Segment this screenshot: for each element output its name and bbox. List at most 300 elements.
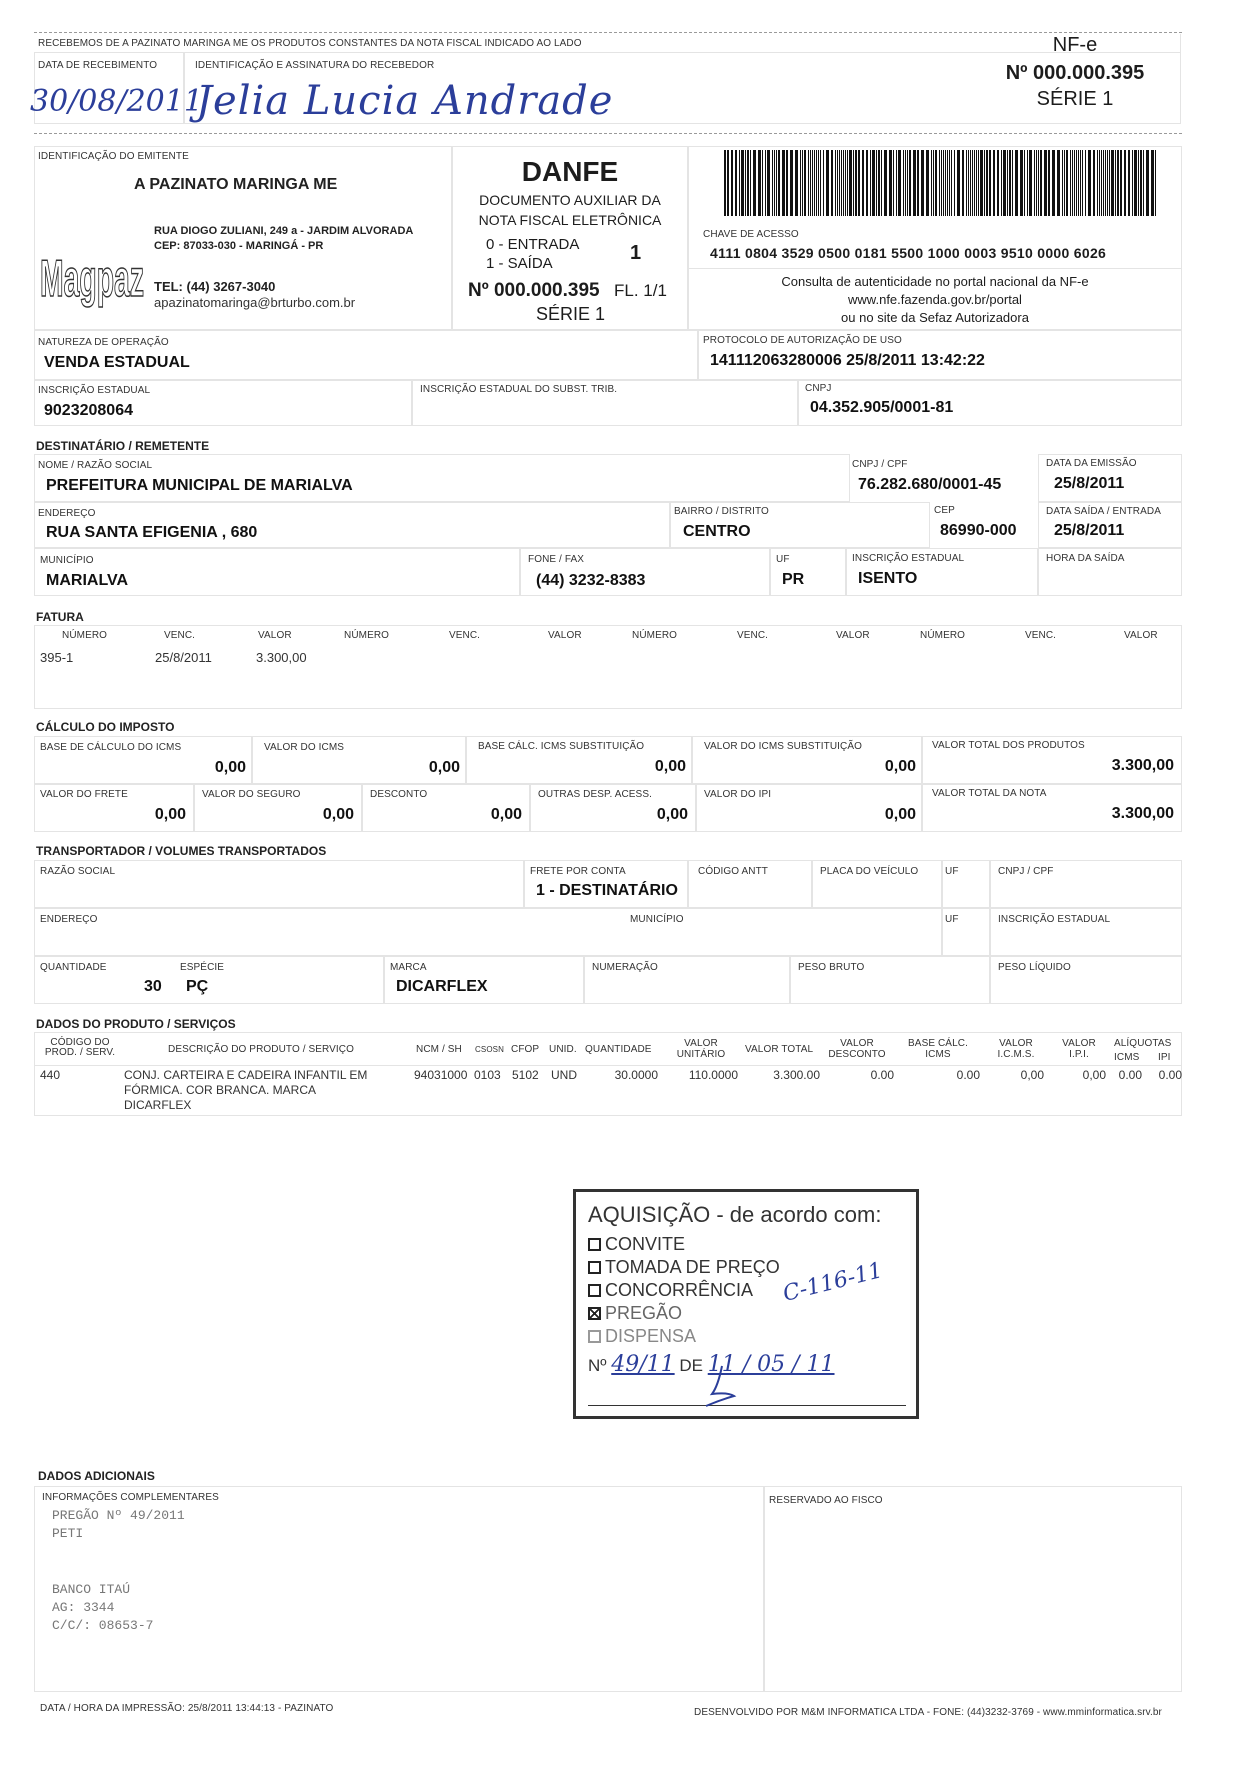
dest-emissao-value: 25/8/2011	[1054, 475, 1125, 492]
barcode-bar	[980, 150, 983, 216]
emitente-tel: TEL: (44) 3267-3040	[154, 279, 276, 294]
barcode-bar	[984, 150, 985, 216]
dest-fone-label: FONE / FAX	[528, 554, 585, 565]
ie-label: INSCRIÇÃO ESTADUAL	[38, 385, 151, 396]
barcode-bar	[1078, 150, 1079, 216]
barcode-bar	[862, 150, 864, 216]
barcode-bar	[957, 150, 960, 216]
barcode-bar	[993, 150, 995, 216]
barcode-bar	[727, 150, 729, 216]
fatura-h-numero-2: NÚMERO	[344, 630, 390, 641]
prod-cfop: 5102	[512, 1068, 539, 1082]
barcode-bar	[1085, 150, 1086, 216]
stamp-de-value: 11 / 05 / 11	[707, 1352, 835, 1377]
barcode-bar	[804, 150, 806, 216]
barcode-bar	[1048, 150, 1050, 216]
barcode-bar	[1027, 150, 1028, 216]
stamp-handwritten-code: C-116-11	[780, 1258, 886, 1307]
barcode-bar	[1134, 150, 1137, 216]
barcode-bar	[1036, 150, 1037, 216]
barcode-bar	[845, 150, 846, 216]
fatura-h-venc-1: VENC.	[164, 630, 196, 641]
barcode-bar	[889, 150, 892, 216]
canhoto-nfe-numero: Nº 000.000.395	[1005, 62, 1145, 84]
barcode-bar	[921, 150, 924, 216]
barcode-bar	[896, 150, 897, 216]
barcode-bar	[907, 150, 908, 216]
fatura-section: FATURA	[36, 610, 84, 624]
barcode-bar	[1076, 150, 1077, 216]
transp-antt-label: CÓDIGO ANTT	[698, 866, 768, 877]
barcode-bar	[1001, 150, 1002, 216]
barcode-bar	[795, 150, 798, 216]
iest-label: INSCRIÇÃO ESTADUAL DO SUBST. TRIB.	[420, 384, 618, 395]
prod-desc-line1: CONJ. CARTEIRA E CADEIRA INFANTIL EM	[124, 1068, 368, 1082]
cut-line-bottom	[34, 133, 1182, 134]
barcode-bar	[903, 150, 904, 216]
emitente-cep: CEP: 87033-030 - MARINGÁ - PR	[154, 240, 324, 252]
dest-nome-label: NOME / RAZÃO SOCIAL	[38, 460, 153, 471]
chave-consulta3: ou no site da Sefaz Autorizadora	[841, 310, 1029, 325]
barcode-bar	[1034, 150, 1035, 216]
barcode-bar	[800, 150, 801, 216]
chave-consulta1: Consulta de autenticidade no portal nacional da NF-e	[781, 274, 1089, 289]
prod-csosn: 0103	[474, 1068, 501, 1082]
barcode-bar	[826, 150, 829, 216]
footer-desenvolvido: DESENVOLVIDO POR M&M INFORMATICA LTDA - FONE: (44)3232-3769 - www.mminformatica.srv.br	[694, 1707, 1162, 1718]
checkbox-concorrencia	[588, 1284, 601, 1297]
barcode-bar	[724, 150, 726, 216]
prod-vdesc: 0.00	[870, 1068, 894, 1082]
dest-cnpj-value: 76.282.680/0001-45	[858, 476, 1002, 493]
barcode-bar	[1109, 150, 1110, 216]
barcode-bar	[814, 150, 815, 216]
barcode-bar	[997, 150, 999, 216]
barcode-bar	[951, 150, 952, 216]
barcode-bar	[1088, 150, 1091, 216]
transp-numeracao-label: NUMERAÇÃO	[592, 962, 658, 973]
fatura-box	[34, 625, 1182, 709]
prod-h-base: BASE CÁLC. ICMS	[908, 1038, 968, 1060]
danfe-saida: 1 - SAÍDA	[486, 255, 553, 272]
barcode-bar	[1120, 150, 1122, 216]
stamp-sign-line	[588, 1405, 906, 1406]
barcode	[724, 150, 1158, 216]
canhoto-nfe-title: NF-e	[1052, 34, 1098, 56]
barcode-bar	[970, 150, 971, 216]
danfe-folha: FL. 1/1	[614, 281, 667, 300]
canhoto-data-label: DATA DE RECEBIMENTO	[38, 60, 158, 71]
transportador-section: TRANSPORTADOR / VOLUMES TRANSPORTADOS	[36, 844, 327, 858]
transp-bruto-label: PESO BRUTO	[798, 962, 865, 973]
dest-fone-value: (44) 3232-8383	[536, 572, 646, 589]
imp-totnota-value: 3.300,00	[1111, 805, 1174, 822]
prod-vipi: 0,00	[1082, 1068, 1106, 1082]
barcode-bar	[1062, 150, 1063, 216]
transp-ie-label: INSCRIÇÃO ESTADUAL	[998, 914, 1111, 925]
dest-endereco-label: ENDEREÇO	[38, 508, 96, 519]
barcode-bar	[954, 150, 955, 216]
imp-desconto-label: DESCONTO	[370, 789, 428, 800]
protocolo-value: 141112063280006 25/8/2011 13:42:22	[710, 352, 985, 369]
barcode-bar	[1115, 150, 1116, 216]
barcode-bar	[1012, 150, 1013, 216]
prod-unid: UND	[551, 1068, 577, 1082]
barcode-bar	[947, 150, 948, 216]
transp-frete-value: 1 - DESTINATÁRIO	[536, 882, 678, 899]
chave-label: CHAVE DE ACESSO	[703, 229, 799, 240]
transp-liquido-label: PESO LÍQUIDO	[998, 962, 1071, 973]
barcode-bar	[926, 150, 929, 216]
transp-qtd-value: 30	[144, 978, 162, 995]
imp-icms-value: 0,00	[428, 759, 460, 776]
info-line-pregao: PREGÃO Nº 49/2011	[52, 1508, 185, 1523]
barcode-bar	[1128, 150, 1130, 216]
barcode-bar	[1029, 150, 1032, 216]
imp-frete-label: VALOR DO FRETE	[40, 789, 128, 800]
barcode-bar	[1072, 150, 1073, 216]
barcode-bar	[753, 150, 756, 216]
cnpj-emit-value: 04.352.905/0001-81	[810, 399, 954, 416]
prod-h-aipi: IPI	[1158, 1052, 1171, 1063]
barcode-bar	[747, 150, 749, 216]
prod-aicms: 0.00	[1118, 1068, 1142, 1082]
protocolo-label: PROTOCOLO DE AUTORIZAÇÃO DE USO	[703, 335, 902, 346]
barcode-bar	[731, 150, 733, 216]
prod-h-desc: DESCRIÇÃO DO PRODUTO / SERVIÇO	[168, 1044, 354, 1055]
barcode-bar	[802, 150, 803, 216]
destinatario-section: DESTINATÁRIO / REMETENTE	[36, 439, 210, 453]
danfe-sub2: NOTA FISCAL ELETRÔNICA	[478, 212, 662, 228]
stamp-no-prefix: Nº	[588, 1356, 607, 1375]
dest-saida-label: DATA SAÍDA / ENTRADA	[1046, 506, 1161, 517]
prod-qtd: 30.0000	[614, 1068, 658, 1082]
natureza-label: NATUREZA DE OPERAÇÃO	[38, 337, 169, 348]
prod-h-codigo: CÓDIGO DO PROD. / SERV.	[44, 1037, 116, 1058]
prod-vunit: 110.0000	[688, 1068, 738, 1082]
barcode-bar	[767, 150, 770, 216]
barcode-bar	[782, 150, 785, 216]
barcode-bar	[881, 150, 882, 216]
barcode-bar	[762, 150, 763, 216]
barcode-bar	[1074, 150, 1075, 216]
barcode-bar	[1044, 150, 1047, 216]
dest-bairro-label: BAIRRO / DISTRITO	[674, 506, 769, 517]
danfe-title: DANFE	[521, 156, 619, 187]
imp-base-label: BASE DE CÁLCULO DO ICMS	[40, 742, 182, 753]
barcode-bar	[786, 150, 788, 216]
prod-h-unid: UNID.	[549, 1044, 577, 1055]
prod-h-vicms: VALOR I.C.M.S.	[997, 1038, 1035, 1060]
adicionais-section: DADOS ADICIONAIS	[38, 1469, 155, 1483]
barcode-bar	[878, 150, 880, 216]
barcode-bar	[913, 150, 916, 216]
barcode-bar	[986, 150, 988, 216]
barcode-bar	[972, 150, 973, 216]
dest-ie-label: INSCRIÇÃO ESTADUAL	[852, 553, 965, 564]
imp-desconto-value: 0,00	[490, 806, 522, 823]
dest-saida-value: 25/8/2011	[1054, 522, 1125, 539]
stamp-opt-concorrencia	[588, 1280, 753, 1301]
svg-text:Magpaz: Magpaz	[40, 250, 144, 308]
barcode-bar	[1007, 150, 1008, 216]
dest-uf-label: UF	[776, 554, 790, 565]
barcode-bar	[909, 150, 911, 216]
barcode-bar	[778, 150, 780, 216]
transp-razao-label: RAZÃO SOCIAL	[40, 866, 116, 877]
barcode-bar	[1105, 150, 1106, 216]
barcode-bar	[1124, 150, 1126, 216]
fatura-venc: 25/8/2011	[155, 650, 212, 665]
barcode-bar	[1009, 150, 1011, 216]
barcode-bar	[812, 150, 813, 216]
natureza-value: VENDA ESTADUAL	[44, 354, 190, 371]
transp-endereco-label: ENDEREÇO	[40, 914, 98, 925]
transp-qtd-label: QUANTIDADE	[40, 962, 107, 973]
stamp-de-label: DE	[679, 1356, 703, 1375]
prod-h-vunit: VALOR UNITÁRIO	[676, 1038, 726, 1060]
dest-endereco-value: RUA SANTA EFIGENIA , 680	[46, 524, 258, 541]
fatura-h-valor-3: VALOR	[836, 630, 870, 641]
barcode-bar	[1020, 150, 1023, 216]
imp-basest-label: BASE CÁLC. ICMS SUBSTITUIÇÃO	[478, 741, 645, 752]
checkbox-tomada	[588, 1261, 601, 1274]
barcode-bar	[1146, 150, 1149, 216]
barcode-bar	[1101, 150, 1102, 216]
barcode-bar	[843, 150, 844, 216]
barcode-bar	[758, 150, 761, 216]
barcode-bar	[1038, 150, 1039, 216]
barcode-bar	[1151, 150, 1154, 216]
fatura-h-numero-1: NÚMERO	[62, 630, 108, 641]
barcode-bar	[1064, 150, 1065, 216]
ie-value: 9023208064	[44, 402, 133, 419]
emitente-nome: A PAZINATO MARINGA ME	[134, 176, 338, 193]
prod-h-ncm: NCM / SH	[416, 1044, 462, 1055]
transp-frete-label: FRETE POR CONTA	[530, 866, 626, 877]
barcode-bar	[974, 150, 975, 216]
barcode-bar	[1093, 150, 1095, 216]
prod-vicms: 0,00	[1020, 1068, 1044, 1082]
barcode-bar	[978, 150, 979, 216]
stamp-opt-concorrencia-label: CONCORRÊNCIA	[605, 1280, 754, 1300]
emitente-label: IDENTIFICAÇÃO DO EMITENTE	[38, 151, 189, 162]
barcode-bar	[790, 150, 793, 216]
barcode-bar	[849, 150, 852, 216]
dest-uf-value: PR	[782, 571, 805, 588]
prod-h-vdesc: VALOR DESCONTO	[828, 1038, 886, 1060]
fatura-h-valor-1: VALOR	[258, 630, 292, 641]
dest-emissao-label: DATA DA EMISSÃO	[1046, 458, 1137, 469]
barcode-bar	[933, 150, 934, 216]
info-line-peti: PETI	[52, 1526, 84, 1541]
fatura-h-numero-3: NÚMERO	[632, 630, 678, 641]
barcode-bar	[847, 150, 848, 216]
aquisicao-stamp	[573, 1189, 919, 1419]
barcode-bar	[858, 150, 860, 216]
barcode-bar	[876, 150, 877, 216]
checkbox-pregao-checked	[588, 1307, 601, 1320]
stamp-no-value: 49/11	[611, 1352, 675, 1377]
prod-h-aliq: ALÍQUOTAS	[1114, 1038, 1172, 1049]
cut-line-top	[34, 32, 1182, 33]
chave-divider	[688, 268, 1182, 269]
barcode-bar	[1003, 150, 1006, 216]
imp-seguro-value: 0,00	[322, 806, 354, 823]
prod-aipi: 0.00	[1158, 1068, 1182, 1082]
barcode-bar	[735, 150, 737, 216]
danfe-tipo: 1	[630, 242, 642, 264]
canhoto-recebemos: RECEBEMOS DE A PAZINATO MARINGA ME OS PRODUTOS CONSTANTES DA NOTA FISCAL INDICADO AO LADO	[38, 38, 582, 49]
barcode-bar	[1015, 150, 1018, 216]
canhoto-signature: Jelia Lucia Andrade	[196, 78, 614, 124]
barcode-bar	[1040, 150, 1042, 216]
canhoto-ident-label: IDENTIFICAÇÃO E ASSINATURA DO RECEBEDOR	[195, 60, 435, 71]
info-line-conta: C/C/: 08653-7	[52, 1618, 154, 1633]
dest-ie-value: ISENTO	[858, 570, 918, 587]
prod-h-aicms: ICMS	[1114, 1052, 1140, 1063]
transp-municipio-label: MUNICÍPIO	[630, 914, 684, 925]
prod-desc-line2: FÓRMICA. COR BRANCA. MARCA	[124, 1083, 317, 1097]
produtos-section: DADOS DO PRODUTO / SERVIÇOS	[36, 1017, 236, 1031]
stamp-opt-pregao-label: PREGÃO	[605, 1303, 683, 1323]
transp-especie-value: PÇ	[186, 978, 209, 995]
barcode-bar	[917, 150, 919, 216]
chave-value: 4111 0804 3529 0500 0181 5500 1000 0003 9510 0000 6026	[710, 245, 1107, 261]
info-complementares-label: INFORMAÇÕES COMPLEMENTARES	[42, 1492, 219, 1503]
barcode-bar	[1111, 150, 1114, 216]
barcode-bar	[884, 150, 887, 216]
barcode-bar	[1117, 150, 1119, 216]
stamp-opt-dispensa-label: DISPENSA	[605, 1326, 697, 1346]
prod-h-cfop: CFOP	[511, 1044, 540, 1055]
barcode-bar	[1143, 150, 1144, 216]
barcode-bar	[1107, 150, 1108, 216]
canhoto-data-handwritten: 30/08/2011	[30, 84, 203, 119]
prod-base: 0.00	[956, 1068, 980, 1082]
barcode-bar	[831, 150, 833, 216]
imp-totprod-label: VALOR TOTAL DOS PRODUTOS	[932, 740, 1085, 751]
imp-icms-label: VALOR DO ICMS	[264, 742, 345, 753]
imp-ipi-value: 0,00	[884, 806, 916, 823]
dest-hora-label: HORA DA SAÍDA	[1046, 553, 1125, 564]
prod-h-vipi: VALOR I.P.I.	[1062, 1038, 1096, 1060]
chave-consulta2: www.nfe.fazenda.gov.br/portal	[848, 292, 1022, 307]
barcode-bar	[835, 150, 836, 216]
barcode-bar	[968, 150, 969, 216]
barcode-bar	[820, 150, 821, 216]
barcode-bar	[765, 150, 766, 216]
barcode-bar	[1097, 150, 1098, 216]
stamp-opt-tomada	[588, 1257, 780, 1278]
barcode-bar	[808, 150, 809, 216]
emitente-logo	[38, 228, 146, 312]
stamp-scribble	[700, 1364, 740, 1410]
transp-cnpj-label: CNPJ / CPF	[998, 866, 1054, 877]
barcode-bar	[745, 150, 746, 216]
barcode-bar	[772, 150, 773, 216]
barcode-bar	[1057, 150, 1060, 216]
barcode-bar	[943, 150, 944, 216]
emitente-endereco: RUA DIOGO ZULIANI, 249 a - JARDIM ALVORADA	[154, 225, 414, 237]
transp-especie-label: ESPÉCIE	[180, 962, 225, 973]
barcode-bar	[1070, 150, 1071, 216]
fatura-h-venc-4: VENC.	[1025, 630, 1057, 641]
barcode-bar	[866, 150, 868, 216]
transp-uf2-label: UF	[945, 914, 959, 925]
dest-cnpj-label: CNPJ / CPF	[852, 459, 908, 470]
reservado-fisco-label: RESERVADO AO FISCO	[769, 1495, 883, 1506]
barcode-bar	[839, 150, 840, 216]
dest-municipio-label: MUNICÍPIO	[40, 555, 94, 566]
imp-frete-value: 0,00	[154, 806, 186, 823]
footer-impressao: DATA / HORA DA IMPRESSÃO: 25/8/2011 13:44:13 - PAZINATO	[40, 1703, 334, 1714]
barcode-bar	[1099, 150, 1100, 216]
barcode-bar	[1024, 150, 1025, 216]
imp-seguro-label: VALOR DO SEGURO	[202, 789, 301, 800]
prod-h-qtd: QUANTIDADE	[585, 1044, 652, 1055]
barcode-bar	[1138, 150, 1139, 216]
canhoto-divider	[1180, 34, 1181, 124]
emitente-email: apazinatomaringa@brturbo.com.br	[154, 295, 356, 310]
imp-totnota-label: VALOR TOTAL DA NOTA	[932, 788, 1047, 799]
barcode-bar	[739, 150, 740, 216]
imp-basest-value: 0,00	[654, 758, 686, 775]
reservado-fisco-box	[764, 1486, 1182, 1692]
checkbox-dispensa	[588, 1330, 601, 1343]
barcode-bar	[818, 150, 819, 216]
imp-base-value: 0,00	[214, 759, 246, 776]
info-line-agencia: AG: 3344	[52, 1600, 115, 1615]
barcode-bar	[841, 150, 842, 216]
stamp-opt-pregao	[588, 1303, 682, 1324]
barcode-bar	[837, 150, 838, 216]
prod-desc-line3: DICARFLEX	[124, 1098, 192, 1112]
fatura-h-venc-3: VENC.	[737, 630, 769, 641]
transp-marca-value: DICARFLEX	[396, 978, 488, 995]
imp-icmsst-label: VALOR DO ICMS SUBSTITUIÇÃO	[704, 741, 862, 752]
imp-totprod-value: 3.300,00	[1111, 757, 1174, 774]
barcode-bar	[1052, 150, 1055, 216]
fatura-valor: 3.300,00	[256, 650, 307, 665]
imp-icmsst-value: 0,00	[884, 758, 916, 775]
prod-ncm: 94031000	[414, 1068, 468, 1082]
stamp-opt-dispensa	[588, 1326, 696, 1347]
danfe-sub1: DOCUMENTO AUXILIAR DA	[479, 192, 661, 208]
fatura-h-valor-2: VALOR	[548, 630, 582, 641]
dest-cep-value: 86990-000	[940, 522, 1017, 539]
prod-codigo: 440	[40, 1068, 61, 1082]
prod-vtotal: 3.300.00	[773, 1068, 820, 1082]
barcode-bar	[855, 150, 857, 216]
barcode-bar	[1082, 150, 1083, 216]
fatura-numero: 395-1	[40, 650, 74, 665]
barcode-bar	[1080, 150, 1081, 216]
barcode-bar	[810, 150, 811, 216]
dest-nome-value: PREFEITURA MUNICIPAL DE MARIALVA	[46, 477, 353, 494]
fatura-h-numero-4: NÚMERO	[920, 630, 966, 641]
transp-marca-label: MARCA	[390, 962, 427, 973]
barcode-bar	[949, 150, 950, 216]
danfe-serie: SÉRIE 1	[536, 304, 606, 324]
barcode-bar	[1103, 150, 1104, 216]
transp-endereco-box	[34, 908, 942, 956]
imp-outras-value: 0,00	[656, 806, 688, 823]
dest-bairro-value: CENTRO	[683, 523, 751, 540]
produtos-header-line	[34, 1065, 1182, 1066]
imp-ipi-label: VALOR DO IPI	[704, 789, 772, 800]
stamp-opt-tomada-label: TOMADA DE PREÇO	[605, 1257, 780, 1277]
